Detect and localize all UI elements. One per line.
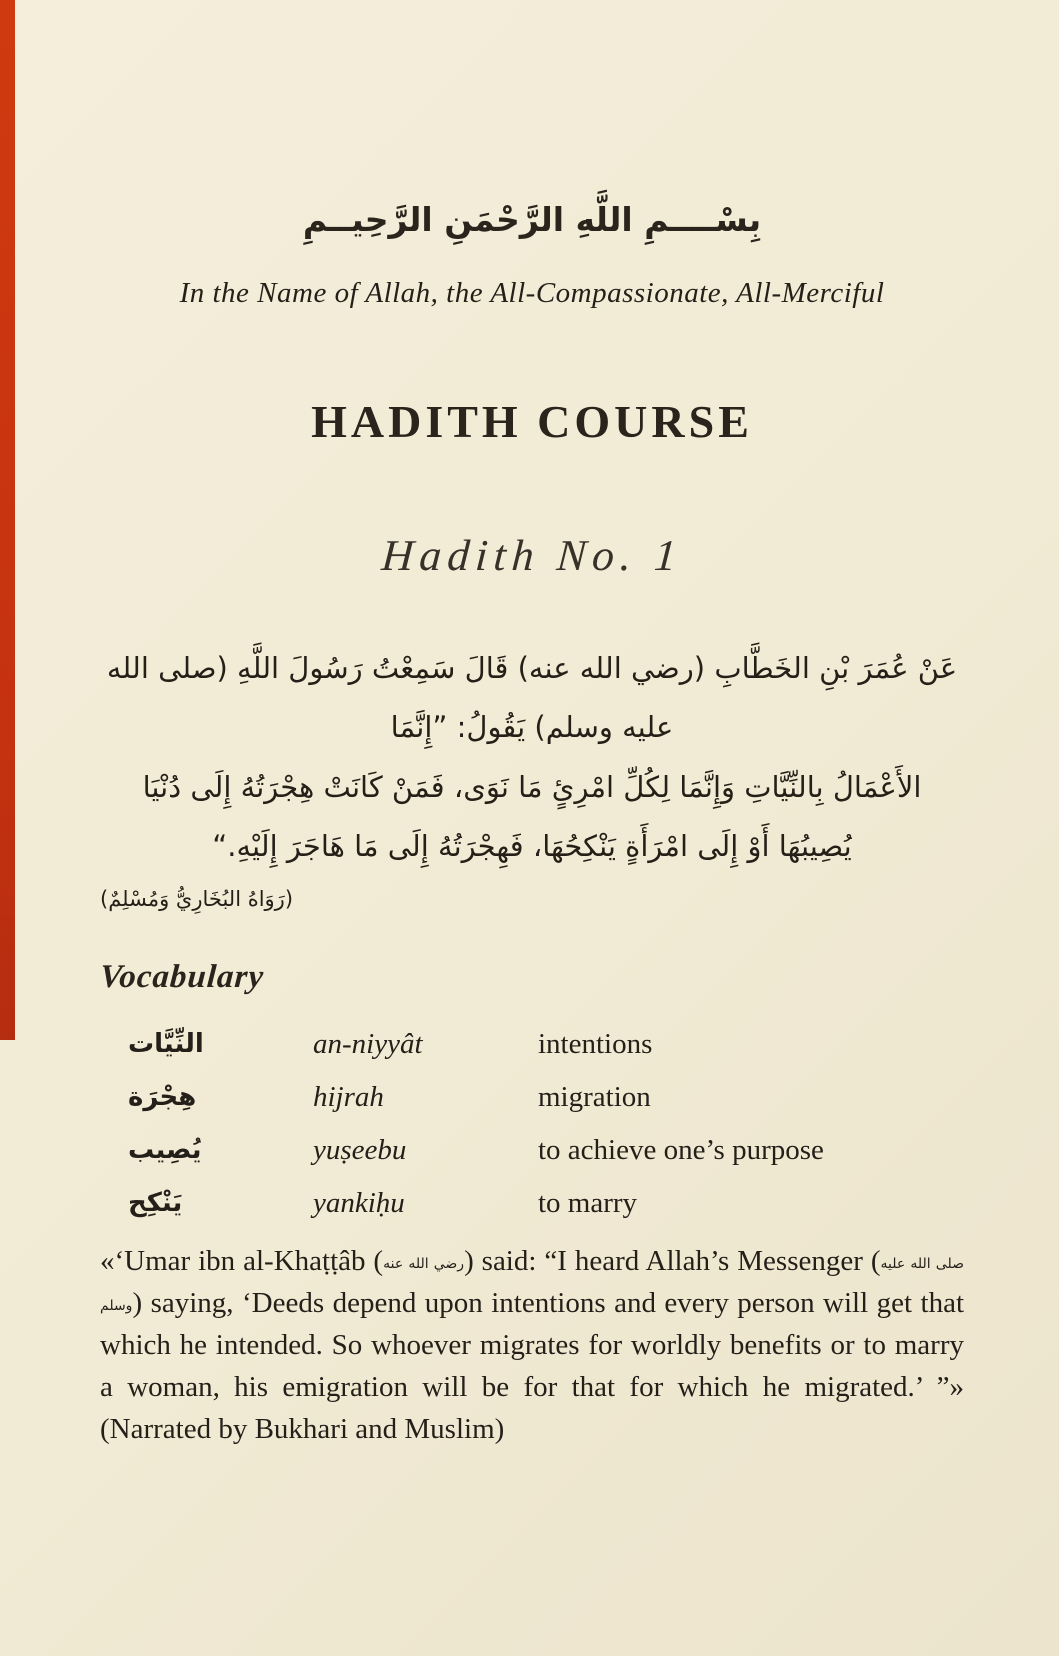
hadith-arabic-line-2: الأَعْمَالُ بِالنِّيَّاتِ وَإِنَّمَا لِكُلِّ امْرِئٍ مَا نَوَى، فَمَنْ كَانَتْ هِجْرَتُهُ إِلَى دُنْيَا <box>142 769 922 804</box>
page-title: HADITH COURSE <box>311 396 753 447</box>
vocabulary-row <box>100 1187 964 1220</box>
hadith-number-heading: Hadith No. 1 <box>379 531 684 580</box>
hadith-english-translation <box>100 1240 964 1450</box>
vocabulary-row <box>100 1134 964 1167</box>
vocab-transliteration: an-niyyât <box>313 1027 423 1060</box>
basmala-translation: In the Name of Allah, the All-Compassionate, All-Merciful <box>179 277 885 309</box>
vocabulary-row <box>100 1028 964 1061</box>
radiallahu-anhu-seal: رضي الله عنه <box>383 1255 465 1272</box>
vocab-arabic-word: النِّيَّات <box>128 1029 204 1060</box>
vocab-meaning: to achieve one’s purpose <box>538 1133 824 1166</box>
vocab-transliteration: hijrah <box>313 1080 384 1113</box>
hadith-arabic-line-3: يُصِيبُهَا أَوْ إِلَى امْرَأَةٍ يَنْكِحُهَا، فَهِجْرَتُهُ إِلَى مَا هَاجَرَ إِلَيْهِ.“ <box>212 829 852 864</box>
vocab-meaning: migration <box>538 1080 651 1113</box>
sallallahu-alayhi-wasallam-seal: صلى الله عليه وسلم <box>100 1255 964 1314</box>
vocabulary-row <box>100 1081 964 1114</box>
vocab-arabic-word: يَنْكِح <box>128 1188 183 1219</box>
vocab-meaning: intentions <box>538 1027 653 1060</box>
basmala-calligraphy: بِسْــــمِ اللَّهِ الرَّحْمَنِ الرَّحِيــمِ <box>302 200 762 239</box>
vocab-arabic-word: يُصِيب <box>128 1135 202 1166</box>
translation-text-part1: «‘Umar ibn al-Khaṭṭâb ( <box>100 1244 384 1277</box>
vocab-transliteration: yankiḥu <box>313 1186 405 1219</box>
translation-text-part2: ) said: “I heard Allah’s Messenger ( <box>464 1244 881 1277</box>
vocab-meaning: to marry <box>538 1186 638 1219</box>
page-content <box>0 200 1059 1450</box>
translation-text-part3: ) saying, ‘Deeds depend upon intentions and every person will get that which he intended. So whoever migrates for worldly benefits or to marry a woman, his emigration will be for that for which he migrated.’ ”» (Narrated by Bukhari and Muslim) <box>100 1286 964 1445</box>
hadith-arabic-line-1: عَنْ عُمَرَ بْنِ الخَطَّابِ (رضي الله عنه) قَالَ سَمِعْتُ رَسُولَ اللَّهِ (صلى الله عليه وسلم) يَقُولُ: ”إِنَّمَا <box>106 651 958 745</box>
vocab-arabic-word: هِجْرَة <box>128 1082 197 1113</box>
vocabulary-heading: Vocabulary <box>98 958 266 995</box>
vocabulary-table <box>100 1028 964 1220</box>
hadith-attribution-arabic: (رَوَاهُ البُخَارِيُّ وَمُسْلِمٌ) <box>100 886 294 911</box>
hadith-arabic-text <box>100 639 964 877</box>
vocab-transliteration: yuṣeebu <box>313 1133 407 1166</box>
